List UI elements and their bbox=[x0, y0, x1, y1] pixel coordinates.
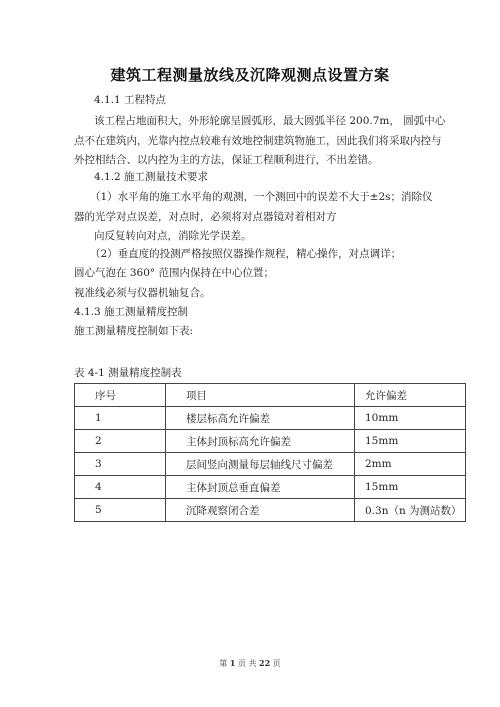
footer-prefix: 第 bbox=[219, 659, 228, 668]
table-caption: 表 4-1 测量精度控制表 bbox=[74, 367, 182, 379]
cell-tolerance: 10mm bbox=[355, 407, 466, 430]
table-header-row bbox=[75, 384, 466, 407]
page-footer bbox=[0, 658, 500, 669]
table-row bbox=[75, 499, 466, 522]
cell-item: 层间竖向测量每层轴线尺寸偏差 bbox=[166, 453, 355, 476]
cell-tolerance: 15mm bbox=[355, 476, 466, 499]
body-text-line: 器的光学对点误差，对点时，必须将对点器镜对着相对方 bbox=[74, 211, 337, 223]
cell-item: 楼层标高允许偏差 bbox=[166, 407, 355, 430]
table-row bbox=[75, 476, 466, 499]
body-text-line: 视准线必须与仪器机轴复合。 bbox=[74, 287, 211, 299]
header-cell-index: 序号 bbox=[75, 384, 166, 407]
cell-item: 沉降观察闭合差 bbox=[166, 499, 355, 522]
section-heading-4-1-2: 4.1.2 施工测量技术要求 bbox=[94, 171, 209, 183]
table-row bbox=[75, 453, 466, 476]
cell-tolerance: 15mm bbox=[355, 430, 466, 453]
table-row bbox=[75, 430, 466, 453]
body-text-line: 圆心气泡在 360° 范围内保持在中心位置； bbox=[74, 267, 274, 279]
footer-page-number: 1 bbox=[229, 658, 236, 668]
cell-item: 主体封顶总垂直偏差 bbox=[166, 476, 355, 499]
body-text-line: 该工程占地面积大，外形轮廓呈圆弧形，最大圆弧半径 200.7m， 圆弧中心 bbox=[94, 115, 446, 127]
header-cell-item: 项目 bbox=[166, 384, 355, 407]
footer-suffix: 页 bbox=[272, 659, 281, 668]
body-text-line: 外控相结合、以内控为主的方法，保证工程顺利进行，不出差错。 bbox=[74, 154, 379, 166]
cell-index: 3 bbox=[75, 453, 166, 476]
body-text-line: 点不在建筑内，光靠内控点较难有效地控制建筑物施工，因此我们将采取内控与 bbox=[74, 135, 442, 147]
cell-tolerance: 0.3n（n 为测站数） bbox=[355, 499, 466, 522]
section-heading-4-1-3: 4.1.3 施工测量精度控制 bbox=[74, 306, 189, 318]
body-text-line: （2）垂直度的投测严格按照仪器操作规程，精心操作，对点调详； bbox=[90, 248, 402, 260]
cell-tolerance: 2mm bbox=[355, 453, 466, 476]
body-text-line: （1）水平角的施工水平角的观测，一个测回中的误差不大于±2s；消除仪 bbox=[90, 191, 433, 203]
page-title: 建筑工程测量放线及沉降观测点设置方案 bbox=[110, 66, 390, 84]
cell-index: 5 bbox=[75, 499, 166, 522]
table-row bbox=[75, 407, 466, 430]
precision-control-table bbox=[74, 383, 466, 522]
footer-middle: 页 共 bbox=[237, 659, 257, 668]
header-cell-tolerance: 允许偏差 bbox=[355, 384, 466, 407]
body-text-line: 向反复转向对点，消除光学误差。 bbox=[94, 230, 252, 242]
cell-index: 1 bbox=[75, 407, 166, 430]
cell-item: 主体封顶标高允许偏差 bbox=[166, 430, 355, 453]
body-text-line: 施工测量精度控制如下表: bbox=[74, 325, 194, 337]
section-heading-4-1-1: 4.1.1 工程特点 bbox=[94, 94, 167, 106]
footer-total-pages: 22 bbox=[259, 658, 271, 668]
cell-index: 4 bbox=[75, 476, 166, 499]
cell-index: 2 bbox=[75, 430, 166, 453]
